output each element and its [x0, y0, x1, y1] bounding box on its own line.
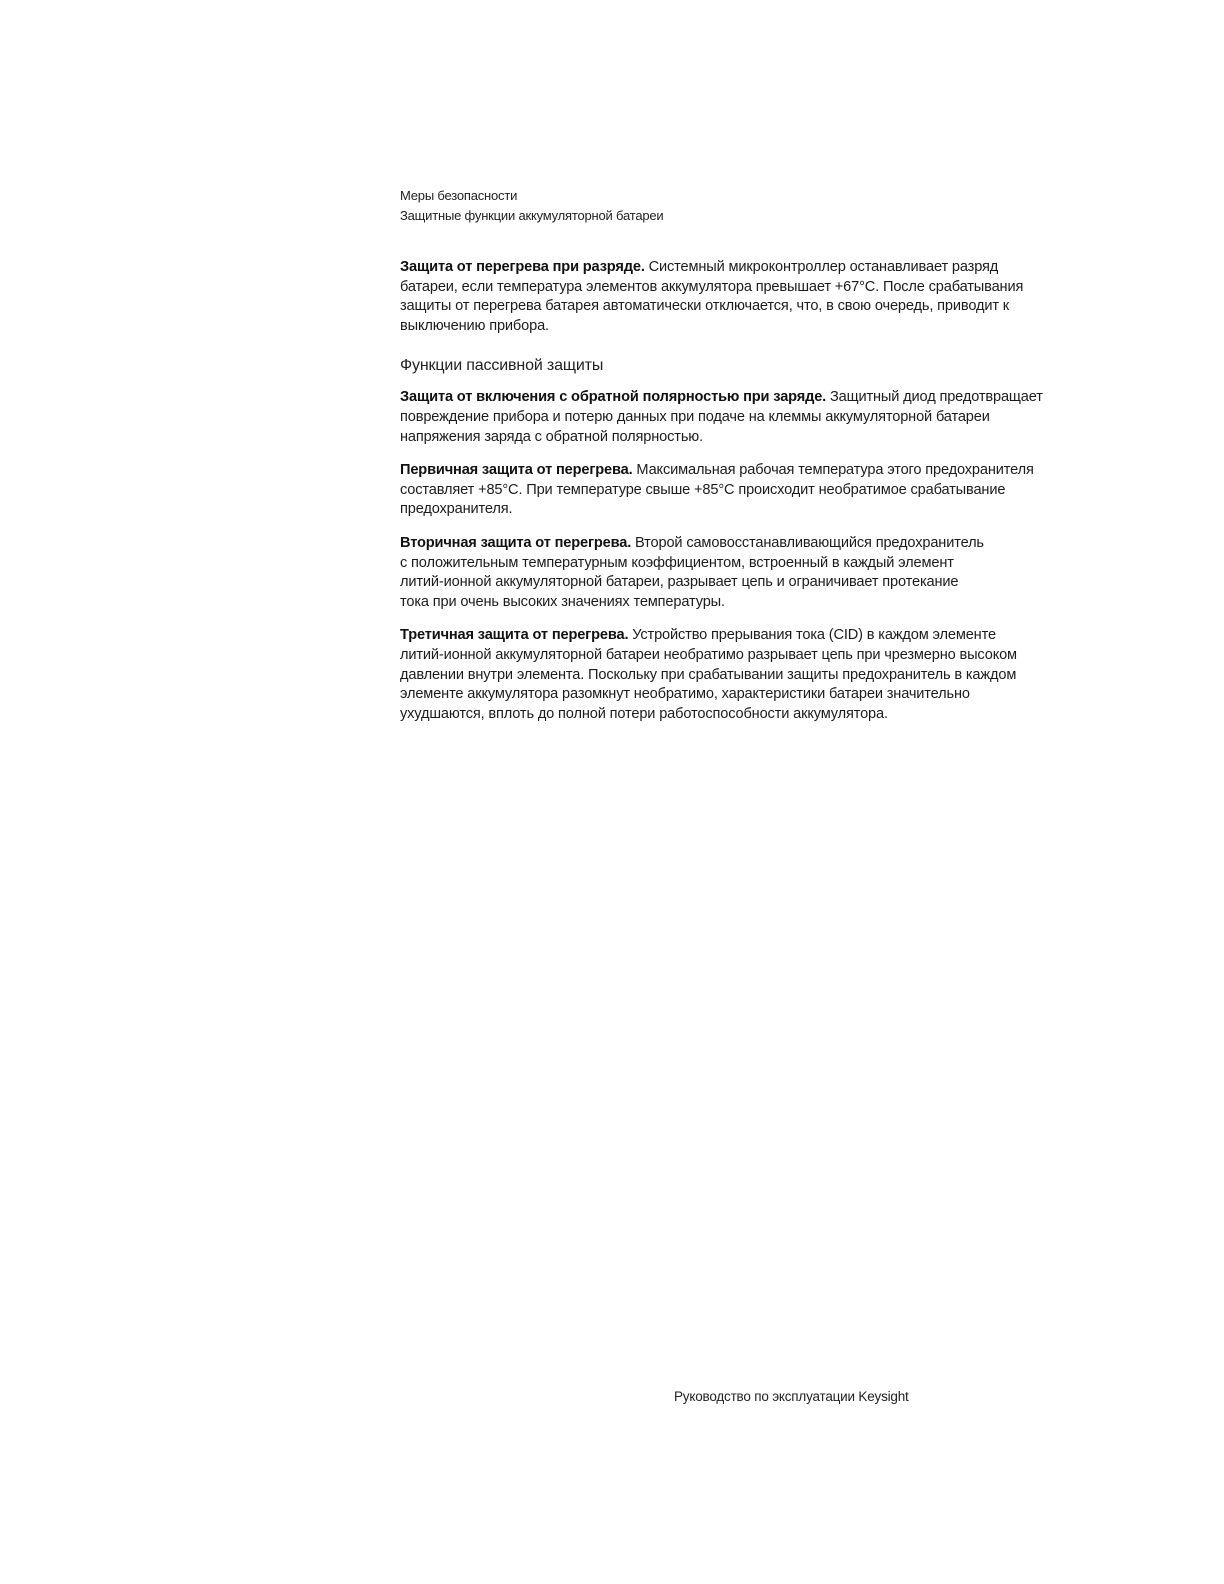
running-header [400, 186, 664, 226]
paragraph-body: Устройство прерывания тока (CID) в каждом элементе литий-ионной аккумуляторной батареи необратимо разрывает цепь при чрезмерно высоком давлении внутри элемента. Поскольку при срабатывании защиты предохранитель в каждом элементе аккумулятора разомкнут необратимо, характеристики батареи значительно ухудшаются, вплоть до полной потери работоспособности аккумулятора. [400, 627, 1017, 722]
paragraph-title: Вторичная защита от перегрева. [400, 534, 632, 551]
main-content [400, 258, 1050, 738]
paragraph-title: Третичная защита от перегрева. [400, 627, 629, 644]
chapter-title: Меры безопасности [400, 188, 518, 203]
paragraph-title: Защита от включения с обратной полярностью при заряде. [400, 389, 827, 406]
paragraph-primary-overheat [400, 461, 1050, 520]
passive-protection-heading: Функции пассивной защиты [400, 357, 604, 375]
paragraph-secondary-overheat [400, 534, 990, 612]
paragraph-discharge-overheat [400, 258, 1050, 336]
section-title: Защитные функции аккумуляторной батареи [400, 208, 664, 223]
paragraph-body: Второй самовосстанавливающийся предохранитель с положительным температурным коэффициентом, встроенный в каждый элемент литий-ионной аккумуляторной батареи, разрывает цепь и ограничивает протекание тока при очень высоких значениях температуры. [400, 534, 984, 610]
paragraph-reverse-polarity [400, 388, 1050, 447]
paragraph-title: Первичная защита от перегрева. [400, 462, 633, 479]
paragraph-body: Защитный диод предотвращает повреждение прибора и потерю данных при подаче на клеммы аккумуляторной батареи напряжения заряда с обратной полярностью. [400, 389, 1043, 445]
paragraph-title: Защита от перегрева при разряде. [400, 259, 645, 275]
paragraph-body: Системный микроконтроллер останавливает разряд батареи, если температура элементов аккумулятора превышает +67°C. После срабатывания защиты от перегрева батарея автоматически отключается, что, в свою очередь, приводит к выключению прибора. [400, 259, 1024, 334]
paragraph-tertiary-overheat [400, 626, 1032, 724]
running-footer: Руководство по эксплуатации Keysight [674, 1389, 909, 1404]
paragraph-body: Максимальная рабочая температура этого предохранителя составляет +85°C. При температуре свыше +85°C происходит необратимое срабатывание предохранителя. [400, 462, 1034, 518]
